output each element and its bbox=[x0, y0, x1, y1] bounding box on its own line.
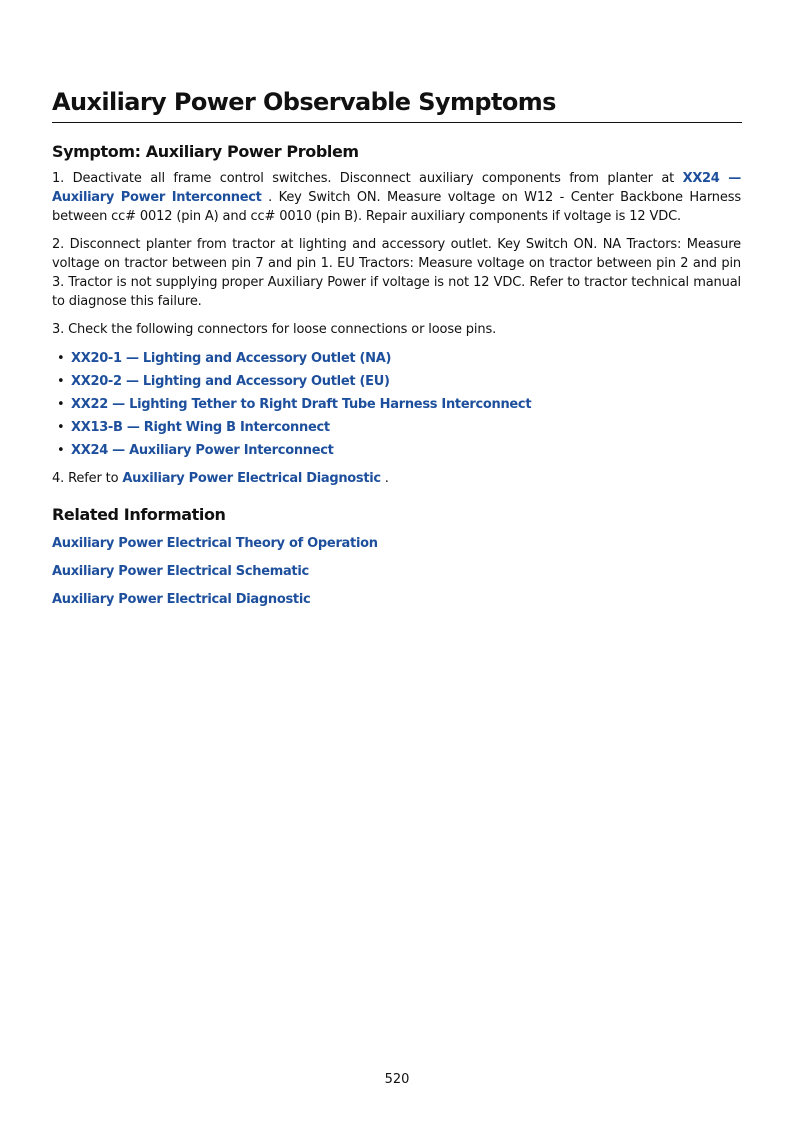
step-1-text-continued: . Key Switch ON. Measure voltage on W12 - Center Backbone Harness between cc# 0012 (pin A) and cc# 0010 (pin B). Repair auxiliary components if voltage is 12 VDC. bbox=[52, 190, 741, 224]
step-1 bbox=[52, 169, 741, 226]
connector-link-xx20-2[interactable]: XX20-2 — Lighting and Accessory Outlet (EU) bbox=[71, 374, 390, 389]
connector-link-xx22[interactable]: XX22 — Lighting Tether to Right Draft Tube Harness Interconnect bbox=[71, 397, 532, 412]
connector-link-xx20-1[interactable]: XX20-1 — Lighting and Accessory Outlet (NA) bbox=[71, 351, 392, 366]
step-4 bbox=[52, 469, 741, 488]
diagnostic-link[interactable]: Auxiliary Power Electrical Diagnostic bbox=[122, 471, 381, 486]
bullet: • bbox=[57, 420, 65, 435]
related-link-diagnostic[interactable]: Auxiliary Power Electrical Diagnostic bbox=[52, 592, 311, 607]
step-3: 3. Check the following connectors for loose connections or loose pins. bbox=[52, 322, 497, 337]
connector-link-xx13-b[interactable]: XX13-B — Right Wing B Interconnect bbox=[71, 420, 330, 435]
step-1-text: 1. Deactivate all frame control switches. Disconnect auxiliary components from planter at bbox=[52, 171, 683, 186]
connector-link-xx24[interactable]: XX24 — Auxiliary Power Interconnect bbox=[71, 443, 334, 458]
list-item bbox=[57, 393, 741, 416]
list-item bbox=[57, 347, 741, 370]
main-content bbox=[52, 141, 741, 614]
related-information-heading: Related Information bbox=[52, 505, 226, 524]
xx24-auxiliary-power-link[interactable]: XX24 — Auxiliary Power Interconnect bbox=[52, 171, 741, 205]
bullet: • bbox=[57, 374, 65, 389]
list-item bbox=[57, 416, 741, 439]
symptom-heading: Symptom: Auxiliary Power Problem bbox=[52, 142, 359, 161]
bullet: • bbox=[57, 351, 65, 366]
connector-list bbox=[52, 347, 741, 462]
step-4-text-end: . bbox=[380, 471, 389, 486]
list-item bbox=[57, 439, 741, 462]
related-link-theory-of-operation[interactable]: Auxiliary Power Electrical Theory of Operation bbox=[52, 536, 378, 551]
page-title: Auxiliary Power Observable Symptoms bbox=[52, 84, 742, 123]
bullet: • bbox=[57, 443, 65, 458]
step-4-text: 4. Refer to bbox=[52, 471, 123, 486]
list-item bbox=[57, 370, 741, 393]
bullet: • bbox=[57, 397, 65, 412]
page-number: 520 bbox=[384, 1072, 410, 1087]
related-link-schematic[interactable]: Auxiliary Power Electrical Schematic bbox=[52, 564, 309, 579]
step-2: 2. Disconnect planter from tractor at lighting and accessory outlet. Key Switch ON. NA Tractors: Measure voltage on tractor between pin 7 and pin 1. EU Tractors: Measure voltage on tractor between pin 2 and pin 3. Tractor is not supplying proper Auxiliary Power if voltage is not 12 VDC. Refer to tractor technical manual to diagnose this failure. bbox=[52, 237, 741, 309]
